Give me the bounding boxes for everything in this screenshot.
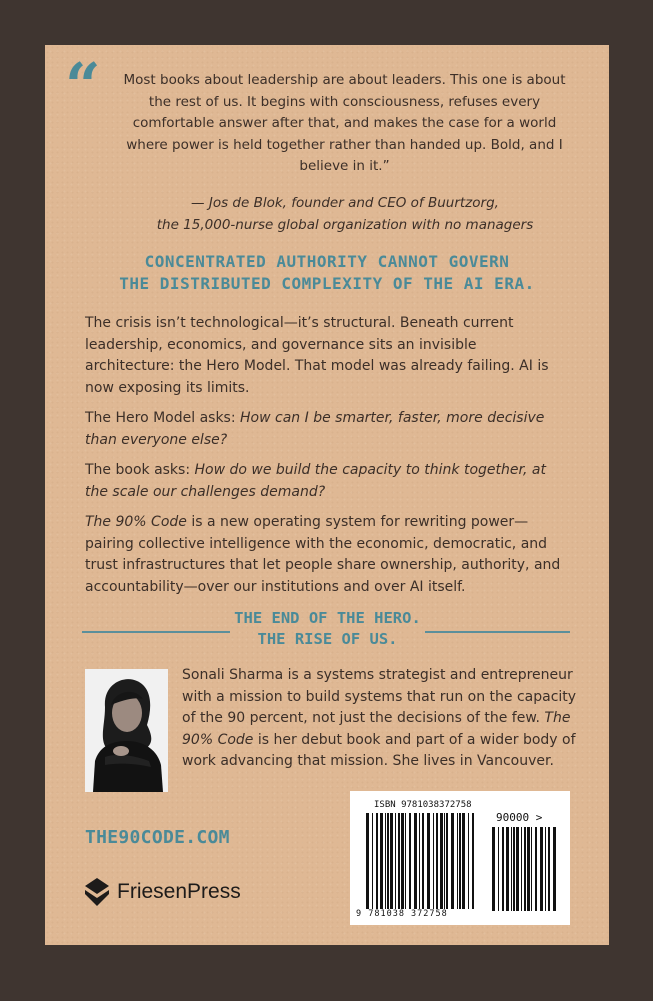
attribution-line-2: the 15,000-nurse global organization with no managers [156, 216, 534, 233]
author-bio-text-1: Sonali Sharma is a systems strategist and entrepreneur with a mission to build systems that run on the capacity of the 90 percent, not just the decisions of the few. [182, 667, 577, 726]
barcode-bar [553, 827, 556, 911]
barcode-bar [511, 827, 512, 911]
barcode-bars [366, 813, 476, 911]
barcode-bar [414, 813, 417, 909]
price-barcode-bars [492, 827, 558, 911]
barcode-bar [545, 827, 546, 911]
barcode-bar [531, 827, 532, 911]
endorsement-attribution [105, 193, 585, 236]
barcode-bar [548, 827, 550, 911]
barcode-bar [405, 813, 406, 909]
barcode-bar [422, 813, 424, 909]
website-url[interactable]: THE90CODE.COM [85, 827, 230, 848]
barcode-bar [366, 813, 369, 909]
book-asks-question: How do we build the capacity to think together, at the scale our challenges demand? [85, 462, 546, 500]
author-bio [182, 665, 577, 773]
barcode-bar [395, 813, 396, 909]
barcode-bar [387, 813, 389, 909]
barcode-bar [502, 827, 504, 911]
barcode-bar [527, 827, 530, 911]
isbn-label: ISBN 9781038372758 [374, 800, 472, 810]
publisher-logo [85, 875, 241, 909]
barcode-bar [401, 813, 404, 909]
barcode-bar [516, 827, 519, 911]
barcode-bar [385, 813, 386, 909]
hero-model-question: How can I be smarter, faster, more decisive than everyone else? [85, 410, 545, 448]
attribution-line-1: — Jos de Blok, founder and CEO of Buurtzorg, [191, 195, 499, 211]
quote-mark-icon: “ [65, 49, 101, 122]
author-photo [85, 669, 168, 792]
barcode-bar [513, 827, 515, 911]
isbn-digits: 9 781038 372758 [356, 909, 448, 919]
barcode-bar [451, 813, 454, 909]
barcode-bar [459, 813, 461, 909]
barcode-bar [427, 813, 430, 909]
book-back-cover [45, 45, 609, 945]
tagline-rule-right [425, 631, 570, 633]
barcode-bar [506, 827, 509, 911]
publisher-name: FriesenPress [117, 880, 241, 903]
description-paragraph-1: The crisis isn’t technological—it’s structural. Beneath current leadership, economics, and governance sits an invisible architecture: the Hero Model. That model was already failing. AI is now exposing its limits. [85, 315, 549, 396]
tagline [230, 608, 425, 650]
barcode-bar [409, 813, 411, 909]
author-bio-text-2: is her debut book and part of a wider body of work advancing that mission. She lives in Vancouver. [182, 731, 576, 769]
tagline-line-2: THE RISE OF US. [257, 630, 398, 648]
barcode-bar [444, 813, 445, 909]
barcode-bar [440, 813, 443, 909]
description-paragraph-4 [85, 512, 570, 598]
barcode-bar [380, 813, 383, 909]
tagline-rule-left [82, 631, 230, 633]
tagline-line-1: THE END OF THE HERO. [234, 609, 421, 627]
barcode-bar [419, 813, 420, 909]
headline [65, 251, 589, 295]
barcode-bar [468, 813, 469, 909]
barcode-bar [433, 813, 434, 909]
book-asks-lead: The book asks: [85, 462, 195, 478]
friesenpress-logo-icon [85, 878, 109, 906]
barcode-bar [372, 813, 373, 909]
barcode-bar [535, 827, 537, 911]
author-bio-book-title: The 90% Code [182, 710, 571, 748]
headline-line-1: CONCENTRATED AUTHORITY CANNOT GOVERN [144, 252, 510, 271]
barcode-bar [457, 813, 458, 909]
endorsement-quote: Most books about leadership are about leaders. This one is about the rest of us. It begins with consciousness, refuses every comfortable answer after that, and makes the case for a world where power is held together rather than handed up. Bold, and I believe in it.” [123, 72, 566, 174]
book-title-inline: The 90% Code [85, 514, 187, 530]
barcode-bar [446, 813, 448, 909]
barcode-bar [524, 827, 526, 911]
barcode-bar [390, 813, 393, 909]
author-portrait-image [85, 669, 168, 792]
barcode-bar [436, 813, 438, 909]
barcode-bar [521, 827, 522, 911]
barcode-bar [376, 813, 378, 909]
barcode-bar [540, 827, 543, 911]
description-paragraph-4-text: is a new operating system for rewriting power—pairing collective intelligence with the economic, democratic, and trust infrastructures that let people share ownership, authority, and accountability—over our institutions and over AI itself. [85, 514, 561, 595]
barcode-bar [492, 827, 495, 911]
barcode-bar [398, 813, 400, 909]
isbn-barcode [350, 791, 570, 925]
barcode-bar [472, 813, 474, 909]
description-body [85, 313, 570, 607]
description-paragraph-2 [85, 408, 570, 451]
barcode-bar [462, 813, 465, 909]
tagline-block [82, 608, 570, 658]
headline-line-2: THE DISTRIBUTED COMPLEXITY OF THE AI ERA. [119, 274, 535, 293]
price-code: 90000 > [496, 811, 543, 824]
barcode-bar [498, 827, 499, 911]
hero-model-lead: The Hero Model asks: [85, 410, 241, 426]
description-paragraph-3 [85, 460, 570, 503]
